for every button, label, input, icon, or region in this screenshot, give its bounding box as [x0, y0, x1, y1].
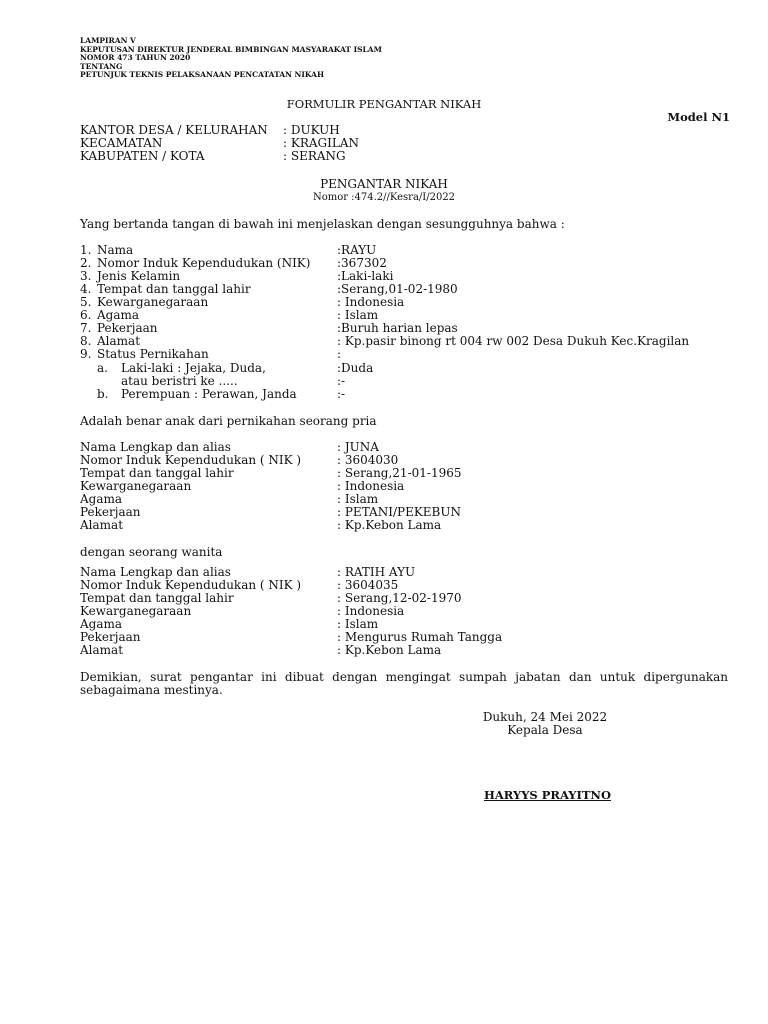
item-value: : Islam	[337, 308, 379, 322]
mother-label: Nomor Induk Kependudukan ( NIK )	[80, 578, 302, 592]
item-value: :Serang,01-02-1980	[337, 282, 458, 296]
model-code: Model N1	[667, 110, 730, 124]
item-value: :Laki-laki	[337, 269, 394, 283]
father-value: : 3604030	[337, 453, 399, 467]
item-label: Alamat	[97, 334, 141, 348]
signatory-name: HARYYS PRAYITNO	[484, 788, 611, 802]
mother-value: : Serang,12-02-1970	[337, 591, 462, 605]
letter-title: PENGANTAR NIKAH	[320, 177, 448, 191]
mother-value: : Islam	[337, 617, 379, 631]
header-line: KEPUTUSAN DIREKTUR JENDERAL BIMBINGAN MASYARAKAT ISLAM	[80, 44, 382, 54]
status-label: Perempuan : Perawan, Janda	[121, 387, 297, 401]
status-label: Laki-laki : Jejaka, Duda,	[121, 361, 266, 375]
item-label: Nama	[97, 243, 134, 257]
father-label: Alamat	[80, 518, 124, 532]
item-number: 6.	[80, 308, 92, 322]
header-line: NOMOR 473 TAHUN 2020	[80, 53, 191, 62]
intro-label: Yang bertanda tangan di bawah ini menjelaskan dengan sesungguhnya bahwa :	[80, 217, 565, 231]
father-label: Agama	[80, 492, 123, 506]
item-label: Nomor Induk Kependudukan (NIK)	[97, 256, 311, 270]
item-label: Status Pernikahan	[97, 347, 209, 361]
item-number: 2.	[80, 256, 92, 270]
office-value: : KRAGILAN	[283, 136, 359, 150]
office-label: KANTOR DESA / KELURAHAN	[80, 123, 268, 137]
office-label: KABUPATEN / KOTA	[80, 149, 205, 163]
item-label: Jenis Kelamin	[97, 269, 181, 283]
mother-value: : RATIH AYU	[337, 565, 416, 579]
mother-value: : Mengurus Rumah Tangga	[337, 630, 503, 644]
item-value: :	[337, 347, 342, 361]
father-value: : PETANI/PEKEBUN	[337, 505, 461, 519]
item-value: :367302	[337, 256, 387, 270]
item-number: 8.	[80, 334, 92, 348]
item-number: 9.	[80, 347, 92, 361]
mother-value: : Indonesia	[337, 604, 405, 618]
mother-label: Pekerjaan	[80, 630, 141, 644]
status-value: :Duda	[337, 361, 374, 375]
item-label: Kewarganegaraan	[97, 295, 209, 309]
item-label: Agama	[97, 308, 140, 322]
father-label: Tempat dan tanggal lahir	[80, 466, 234, 480]
father-label: Pekerjaan	[80, 505, 141, 519]
mother-value: : Kp.Kebon Lama	[337, 643, 442, 657]
mother-label: Agama	[80, 617, 123, 631]
item-label: Pekerjaan	[97, 321, 158, 335]
office-value: : SERANG	[283, 149, 346, 163]
item-number: 5.	[80, 295, 92, 309]
item-number: 7.	[80, 321, 92, 335]
mother-label: Kewarganegaraan	[80, 604, 192, 618]
mother-label: Alamat	[80, 643, 124, 657]
signature-place-date: Dukuh, 24 Mei 2022	[482, 710, 608, 724]
mother-value: : 3604035	[337, 578, 399, 592]
item-number: 3.	[80, 269, 92, 283]
header-line: LAMPIRAN V	[80, 36, 136, 45]
father-value: : Kp.Kebon Lama	[337, 518, 442, 532]
father-label: Nomor Induk Kependudukan ( NIK )	[80, 453, 302, 467]
mother-intro-text: dengan seorang wanita	[80, 545, 223, 559]
father-label: Nama Lengkap dan alias	[80, 440, 231, 454]
mother-label: Tempat dan tanggal lahir	[80, 591, 234, 605]
father-value: : Indonesia	[337, 479, 405, 493]
mother-label: Nama Lengkap dan alias	[80, 565, 231, 579]
status-letter: b.	[97, 387, 109, 401]
item-value: : Indonesia	[337, 295, 405, 309]
item-value: : Kp.pasir binong rt 004 rw 002 Desa Dukuh Kec.Kragilan	[337, 334, 690, 348]
father-value: : Serang,21-01-1965	[337, 466, 462, 480]
letter-number: Nomor :474.2//Kesra/I/2022	[312, 192, 456, 203]
father-value: : Islam	[337, 492, 379, 506]
status-value: :-	[337, 374, 346, 388]
header-line: TENTANG	[80, 61, 123, 71]
father-value: : JUNA	[337, 440, 379, 454]
father-intro-text: Adalah benar anak dari pernikahan seorang pria	[80, 414, 377, 428]
status-label: atau beristri ke .....	[121, 374, 238, 388]
item-number: 1.	[80, 243, 92, 257]
item-value: :Buruh harian lepas	[337, 321, 458, 335]
closing-paragraph: Demikian, surat pengantar ini dibuat dengan mengingat sumpah jabatan dan untuk dipergunakan sebagaimana mestinya.	[80, 670, 728, 697]
item-number: 4.	[80, 282, 92, 296]
item-value: :RAYU	[337, 243, 377, 257]
signature-position: Kepala Desa	[507, 723, 583, 737]
father-label: Kewarganegaraan	[80, 479, 192, 493]
status-value: :-	[337, 387, 346, 401]
office-label: KECAMATAN	[80, 136, 163, 150]
office-value: : DUKUH	[283, 123, 340, 137]
status-letter: a.	[97, 361, 108, 375]
form-title: FORMULIR PENGANTAR NIKAH	[286, 97, 482, 111]
item-label: Tempat dan tanggal lahir	[97, 282, 251, 296]
attachment-header	[80, 37, 382, 80]
header-line: PETUNJUK TEKNIS PELAKSANAAN PENCATATAN NIKAH	[80, 70, 325, 79]
